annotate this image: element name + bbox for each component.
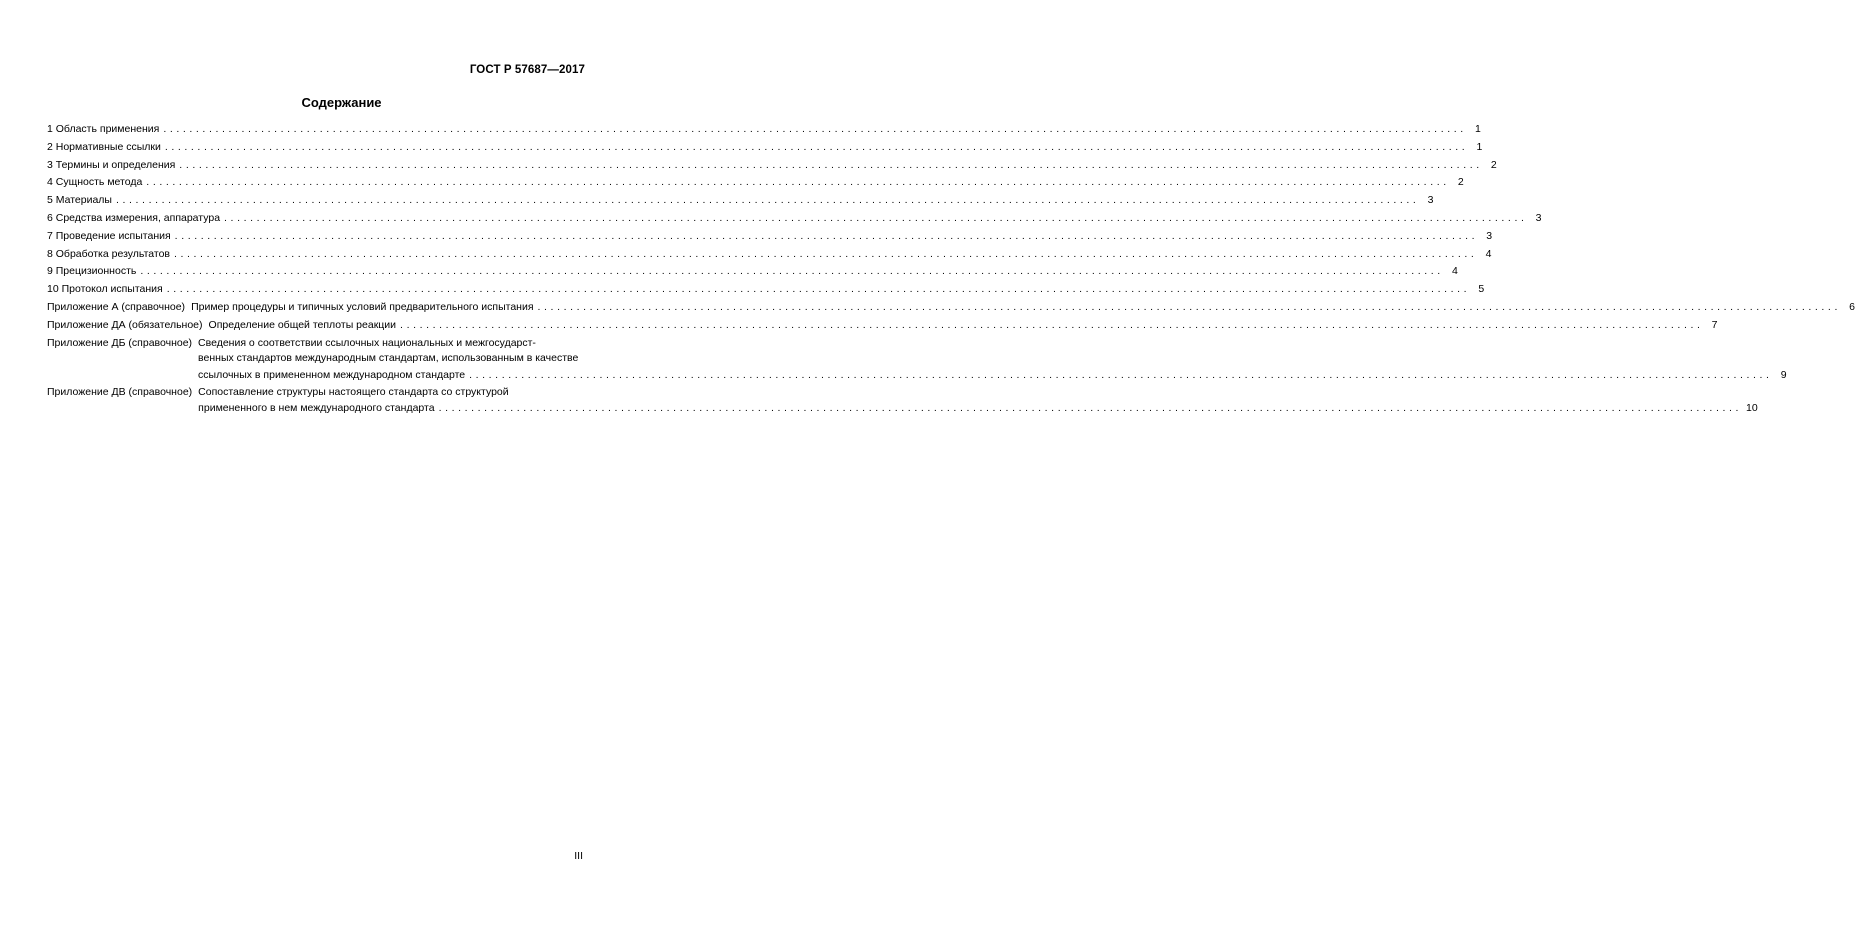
toc-entry-label: 6 Средства измерения, аппаратура	[47, 211, 221, 224]
appendix-title-line: Сопоставление структуры настоящего стандарта со структурой	[198, 385, 509, 398]
appendix-page: 7	[1711, 318, 1718, 331]
appendix-prefix: Приложение ДВ (справочное)	[47, 385, 193, 398]
dot-leader: ........................................................................................................................................................................................................	[179, 158, 1483, 171]
appendix-page: 10	[1746, 402, 1758, 415]
appendix-page: 9	[1780, 368, 1787, 381]
toc-entry-label: 2 Нормативные ссылки	[47, 140, 161, 153]
dot-leader: ........................................................................................................................................................................................................	[140, 265, 1444, 278]
toc-entry[interactable]	[47, 281, 1485, 299]
appendix-prefix: Приложение А (справочное)	[47, 300, 186, 313]
appendix-prefix: Приложение ДА (обязательное)	[47, 318, 203, 331]
toc-entry-label: 8 Обработка результатов	[47, 247, 170, 260]
toc-entry[interactable]	[47, 246, 1492, 264]
toc-entry-page: 3	[1427, 194, 1434, 207]
toc-entry-page: 5	[1478, 283, 1485, 296]
toc-entry-page: 4	[1485, 247, 1492, 260]
toc-entry-page: 4	[1451, 265, 1458, 278]
appendix-title-line: Сведения о соответствии ссылочных национальных и межгосударст-	[198, 336, 536, 349]
appendix-prefix: Приложение ДБ (справочное)	[47, 336, 193, 349]
toc-entry-page: 3	[1535, 211, 1542, 224]
toc-appendix-a[interactable]	[47, 299, 1855, 317]
dot-leader: ........................................................................................................................................................................................................	[115, 194, 1420, 207]
toc-entry-page: 2	[1457, 176, 1464, 189]
toc-entry-page: 2	[1490, 158, 1497, 171]
dot-leader: ........................................................................................................................................................................................................	[163, 123, 1467, 135]
dot-leader: ........................................................................................................................................................................................................	[438, 402, 1743, 415]
appendix-title-line: примененного в нем международного стандарта	[198, 402, 435, 415]
appendix-title: Пример процедуры и типичных условий предварительного испытания	[191, 300, 534, 313]
dot-leader: ........................................................................................................................................................................................................	[537, 300, 1841, 313]
toc-title: Содержание	[301, 95, 382, 110]
dot-leader: ........................................................................................................................................................................................................	[469, 368, 1773, 381]
toc-entry-label: 9 Прецизионность	[47, 265, 137, 278]
toc-entry-label: 4 Сущность метода	[47, 176, 143, 189]
dot-leader: ........................................................................................................................................................................................................	[174, 229, 1479, 242]
document-code: ГОСТ Р 57687—2017	[469, 64, 585, 76]
toc-entry-page: 1	[1476, 140, 1483, 153]
appendix-title: Определение общей теплоты реакции	[208, 318, 397, 331]
toc-entry[interactable]	[47, 210, 1542, 228]
table-of-contents	[47, 121, 1855, 417]
appendix-title-line: ссылочных в примененном международном стандарте	[198, 368, 466, 381]
appendix-title-line: венных стандартов международным стандартам, использованным в качестве	[198, 352, 579, 365]
dot-leader: ........................................................................................................................................................................................................	[146, 176, 1450, 189]
toc-entry-page: 3	[1486, 229, 1493, 242]
dot-leader: ........................................................................................................................................................................................................	[400, 318, 1704, 331]
toc-entry-page: 1	[1474, 123, 1481, 135]
page-number: III	[574, 850, 583, 862]
dot-leader: ........................................................................................................................................................................................................	[166, 283, 1471, 296]
toc-entry[interactable]	[47, 263, 1458, 281]
appendix-page: 6	[1849, 300, 1855, 313]
toc-entry[interactable]	[47, 192, 1434, 210]
dot-leader: ........................................................................................................................................................................................................	[173, 247, 1478, 260]
toc-entry[interactable]	[47, 139, 1483, 157]
dot-leader: ........................................................................................................................................................................................................	[224, 211, 1528, 224]
toc-entry[interactable]	[47, 157, 1497, 175]
toc-appendix-dv[interactable]	[47, 385, 1758, 418]
toc-entry-label: 1 Область применения	[47, 123, 160, 135]
toc-entry[interactable]	[47, 121, 1481, 139]
toc-appendix-da[interactable]	[47, 317, 1718, 335]
toc-entry-label: 10 Протокол испытания	[47, 283, 163, 296]
dot-leader: ........................................................................................................................................................................................................	[164, 140, 1469, 153]
toc-appendix-db[interactable]	[47, 336, 1787, 384]
toc-entry-label: 5 Материалы	[47, 194, 112, 207]
toc-entry[interactable]	[47, 174, 1464, 192]
toc-entry-label: 3 Термины и определения	[47, 158, 176, 171]
toc-entry[interactable]	[47, 228, 1493, 246]
toc-entry-label: 7 Проведение испытания	[47, 229, 171, 242]
